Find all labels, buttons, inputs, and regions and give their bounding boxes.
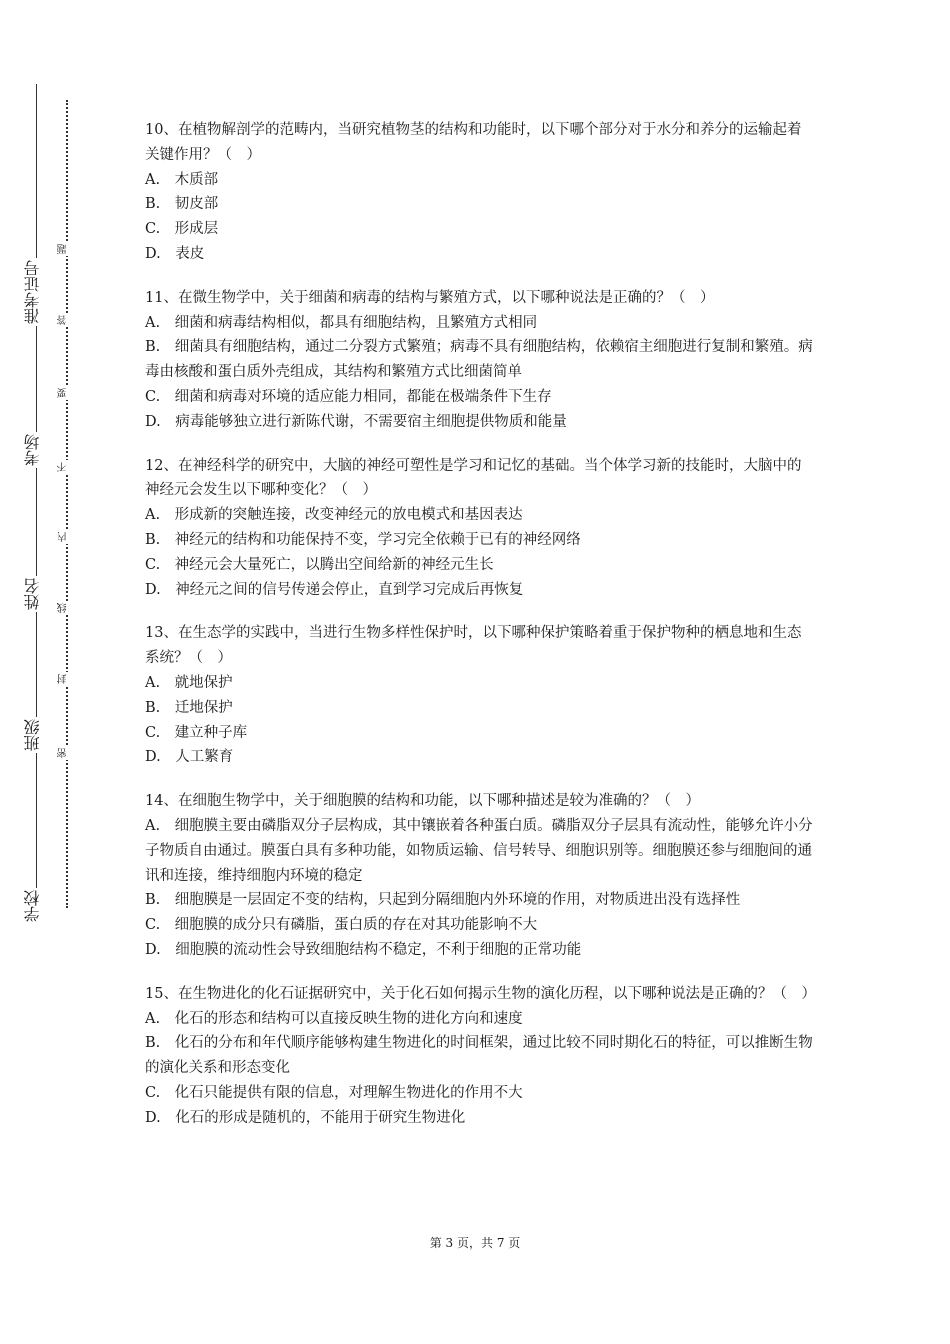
option-b: B. 化石的分布和年代顺序能够构建生物进化的时间框架，通过比较不同时期化石的特征，可以推断生物的演化关系和形态变化 bbox=[145, 1035, 813, 1077]
option-c: C. 形成层 bbox=[145, 221, 219, 238]
option-c: C. 化石只能提供有限的信息，对理解生物进化的作用不大 bbox=[145, 1084, 523, 1101]
option-a: A. 细菌和病毒结构相似，都具有细胞结构，且繁殖方式相同 bbox=[145, 314, 538, 331]
seal-dotted-line bbox=[66, 100, 68, 908]
option-c: C. 细菌和病毒对环境的适应能力相同，都能在极端条件下生存 bbox=[145, 388, 552, 405]
option-d: D. 细胞膜的流动性会导致细胞结构不稳定，不利于细胞的正常功能 bbox=[145, 941, 582, 958]
option-a: A. 化石的形态和结构可以直接反映生物的进化方向和速度 bbox=[145, 1010, 523, 1027]
option-b: B. 细胞膜是一层固定不变的结构，只起到分隔细胞内外环境的作用，对物质进出没有选择性 bbox=[145, 892, 741, 909]
question-stem: 12、在神经科学的研究中，大脑的神经可塑性是学习和记忆的基础。当个体学习新的技能时，大脑中的神经元会发生以下哪种变化？（ ） bbox=[145, 457, 802, 499]
option-b: B. 韧皮部 bbox=[145, 196, 219, 213]
option-d: D. 人工繁育 bbox=[145, 749, 234, 766]
question-stem: 11、在微生物学中，关于细菌和病毒的结构与繁殖方式，以下哪种说法是正确的？（ ） bbox=[145, 289, 715, 306]
option-c: C. 建立种子库 bbox=[145, 724, 248, 741]
field-exam-number-label: 准考证号 bbox=[24, 258, 46, 326]
binding-solid-line bbox=[36, 84, 37, 920]
question-stem: 13、在生态学的实践中，当进行生物多样性保护时，以下哪种保护策略着重于保护物种的栖息地和生态系统？（ ） bbox=[145, 625, 802, 667]
option-a: A. 形成新的突触连接，改变神经元的放电模式和基因表达 bbox=[145, 507, 523, 524]
seal-char: 不 bbox=[58, 460, 76, 474]
option-b: B. 神经元的结构和功能保持不变，学习完全依赖于已有的神经网络 bbox=[145, 531, 581, 548]
question-stem: 15、在生物进化的化石证据研究中，关于化石如何揭示生物的演化历程，以下哪种说法是正确的？（ ） bbox=[145, 985, 816, 1002]
question-13 bbox=[145, 621, 815, 770]
page-number-footer: 第 3 页，共 7 页 bbox=[429, 1236, 521, 1250]
seal-char: 题 bbox=[58, 242, 76, 256]
seal-char: 线 bbox=[58, 601, 76, 615]
field-exam-room-label: 考场 bbox=[24, 432, 46, 468]
option-a: A. 细胞膜主要由磷脂双分子层构成，其中镶嵌着各种蛋白质。磷脂双分子层具有流动性，能够允许小分子物质自由通过。膜蛋白具有多种功能，如物质运输、信号转导、细胞识别等。细胞膜还参与细胞间的通讯和连接，维持细胞内环境的稳定 bbox=[145, 817, 813, 884]
seal-char: 封 bbox=[58, 672, 76, 686]
option-a: A. 就地保护 bbox=[145, 674, 233, 691]
question-14 bbox=[145, 789, 815, 963]
option-c: C. 神经元会大量死亡，以腾出空间给新的神经元生长 bbox=[145, 556, 494, 573]
option-a: A. 木质部 bbox=[145, 171, 219, 188]
field-class-label: 班级 bbox=[24, 717, 46, 753]
seal-char: 答 bbox=[58, 313, 76, 327]
field-school-label: 学校 bbox=[24, 888, 46, 924]
question-stem: 10、在植物解剖学的范畴内，当研究植物茎的结构和功能时，以下哪个部分对于水分和养分的运输起着关键作用？（ ） bbox=[145, 122, 802, 163]
option-b: B. 迁地保护 bbox=[145, 699, 233, 716]
option-b: B. 细菌具有细胞结构，通过二分裂方式繁殖；病毒不具有细胞结构，依赖宿主细胞进行复制和繁殖。病毒由核酸和蛋白质外壳组成，其结构和繁殖方式比细菌简单 bbox=[145, 339, 813, 381]
field-name-label: 姓名 bbox=[24, 576, 46, 612]
seal-char: 密 bbox=[58, 746, 76, 760]
question-list bbox=[145, 118, 815, 1149]
question-10 bbox=[145, 118, 815, 267]
question-stem: 14、在细胞生物学中，关于细胞膜的结构和功能，以下哪种描述是较为准确的？（ ） bbox=[145, 793, 700, 810]
question-15 bbox=[145, 982, 815, 1131]
seal-char: 要 bbox=[58, 386, 76, 400]
option-d: D. 病毒能够独立进行新陈代谢，不需要宿主细胞提供物质和能量 bbox=[145, 413, 567, 430]
question-11 bbox=[145, 286, 815, 435]
option-d: D. 神经元之间的信号传递会停止，直到学习完成后再恢复 bbox=[145, 581, 524, 598]
question-12 bbox=[145, 454, 815, 603]
seal-char: 内 bbox=[58, 530, 76, 544]
option-d: D. 化石的形成是随机的，不能用于研究生物进化 bbox=[145, 1109, 466, 1126]
option-c: C. 细胞膜的成分只有磷脂，蛋白质的存在对其功能影响不大 bbox=[145, 917, 538, 934]
option-d: D. 表皮 bbox=[145, 245, 205, 262]
